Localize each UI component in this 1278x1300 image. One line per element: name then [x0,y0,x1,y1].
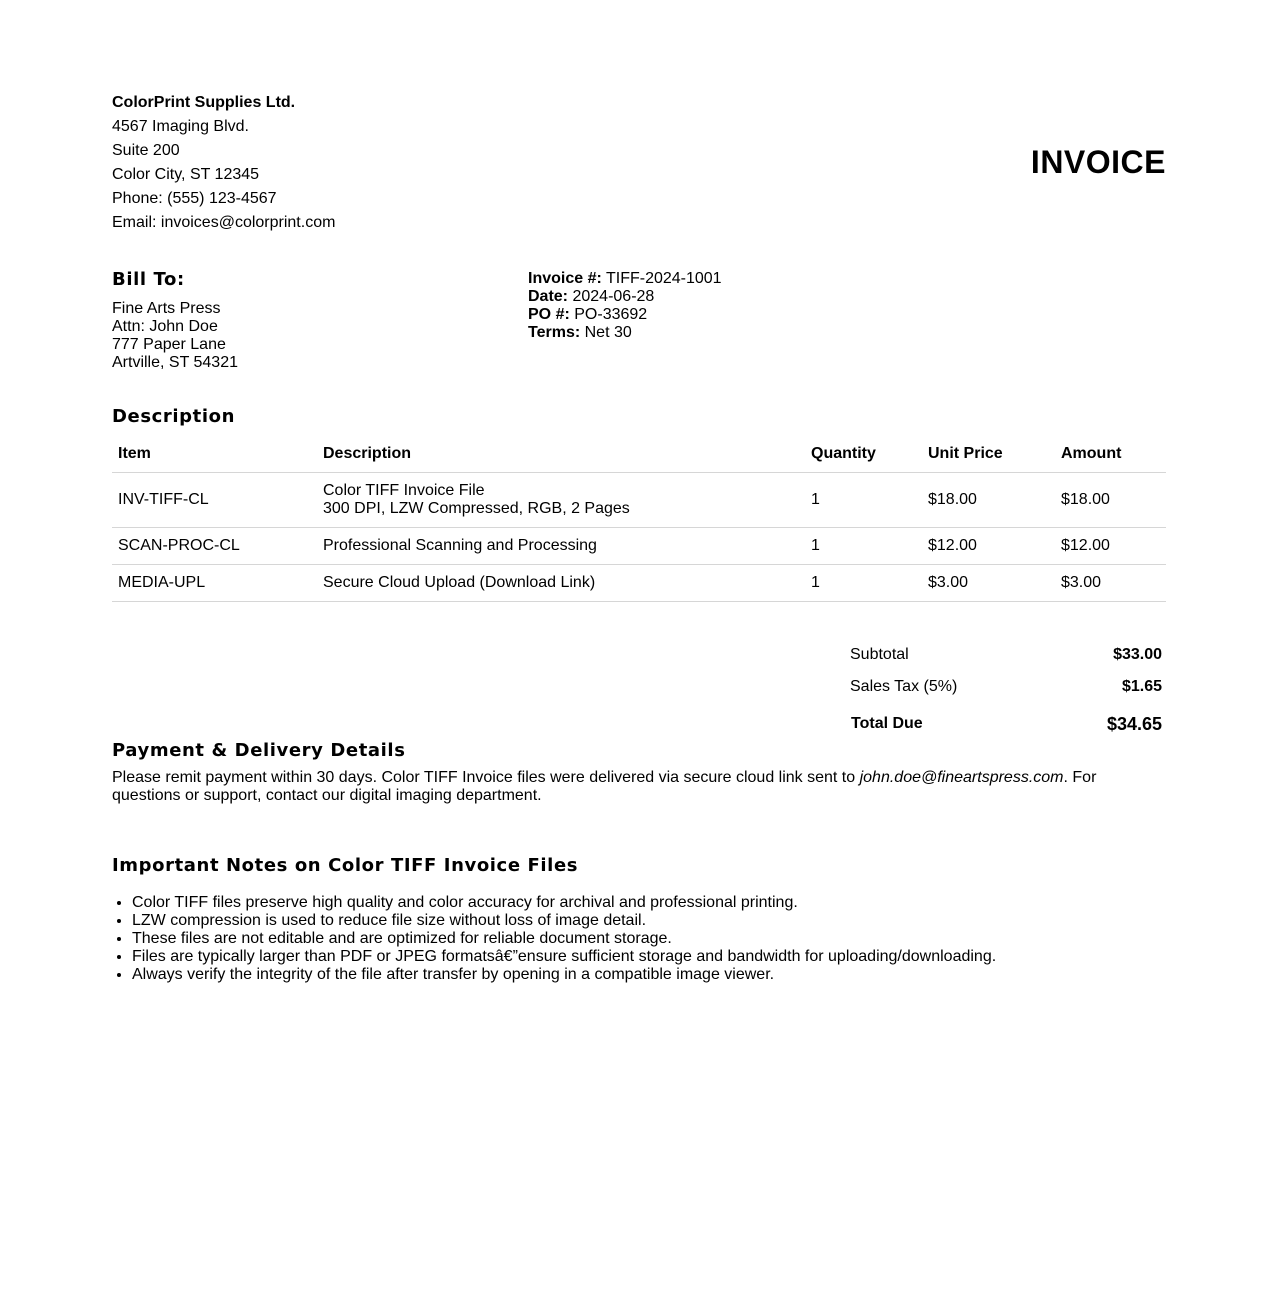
item-amount: $18.00 [1055,473,1166,528]
company-name: ColorPrint Supplies Ltd. [112,94,296,111]
item-unit-price: $18.00 [922,473,1055,528]
column-header-quantity: Quantity [805,436,922,473]
company-phone: Phone: (555) 123-4567 [112,190,277,207]
item-unit-price: $12.00 [922,528,1055,565]
invoice-number-row [528,270,722,288]
subtotal-value: $33.00 [1113,646,1162,663]
invoice-date-value: 2024-06-28 [572,288,655,305]
note-item: • LZW compression is used to reduce file size without loss of image detail. [132,912,1166,930]
note-item: • Always verify the integrity of the file after transfer by opening in a compatible image viewer. [132,966,1166,984]
total-due-value: $34.65 [1106,714,1162,734]
item-description: Professional Scanning and Processing [317,528,805,565]
column-header-unit-price: Unit Price [922,436,1055,473]
company-address-line-2: Suite 200 [112,142,180,159]
payment-text-start: Please remit payment within 30 days. Color TIFF Invoice files were delivered via secure cloud link sent to [112,769,860,786]
sales-tax-label: Sales Tax (5%) [850,678,958,695]
item-description-line-2: 300 DPI, LZW Compressed, RGB, 2 Pages [323,500,630,517]
table-row [112,528,1166,565]
item-unit-price: $3.00 [922,565,1055,602]
invoice-title: INVOICE [1030,144,1166,180]
subtotal-row [850,643,1162,675]
bill-to-heading: Bill To: [112,269,185,290]
line-items-table [112,436,1166,602]
item-amount: $3.00 [1055,565,1166,602]
description-heading: Description [112,406,236,427]
note-item: • These files are not editable and are optimized for reliable document storage. [132,930,1166,948]
po-number-value: PO-33692 [574,306,648,323]
item-code: MEDIA-UPL [112,565,317,602]
column-header-item: Item [112,436,317,473]
bill-to-line: 777 Paper Lane [112,336,226,353]
company-city: Color City, ST 12345 [112,166,260,183]
item-description [317,473,805,528]
total-due-label: Total Due [851,715,923,732]
bill-to-line: Fine Arts Press [112,300,221,317]
column-header-description: Description [317,436,805,473]
notes-heading: Important Notes on Color TIFF Invoice Files [112,855,579,876]
total-due-row [850,707,1162,738]
subtotal-label: Subtotal [850,646,909,663]
notes-list [112,894,1166,984]
item-amount: $12.00 [1055,528,1166,565]
item-quantity: 1 [805,565,922,602]
sales-tax-row [850,675,1162,707]
table-row [112,565,1166,602]
item-description-line-1: Color TIFF Invoice File [323,482,485,499]
sales-tax-value: $1.65 [1121,678,1162,695]
table-row [112,473,1166,528]
totals-summary [850,643,1162,738]
bill-to-line: Attn: John Doe [112,318,218,335]
table-header-row [112,436,1166,473]
bill-to-section [112,268,512,372]
payment-details-text [112,769,1166,805]
item-quantity: 1 [805,528,922,565]
po-number-row [528,306,722,324]
invoice-number-value: TIFF-2024-1001 [605,270,722,287]
company-info [112,91,512,235]
terms-value: Net 30 [584,324,632,341]
item-quantity: 1 [805,473,922,528]
po-number-label: PO #: [528,306,570,323]
payment-heading: Payment & Delivery Details [112,740,406,761]
invoice-number-label: Invoice #: [528,270,602,287]
terms-label: Terms: [528,324,581,341]
company-email: Email: invoices@colorprint.com [112,214,336,231]
note-item: • Files are typically larger than PDF or JPEG formatsâ€”ensure sufficient storage and bandwidth for uploading/downloading. [132,948,1166,966]
column-header-amount: Amount [1055,436,1166,473]
note-item: • Color TIFF files preserve high quality and color accuracy for archival and professional printing. [132,894,1166,912]
item-description: Secure Cloud Upload (Download Link) [317,565,805,602]
item-code: SCAN-PROC-CL [112,528,317,565]
invoice-date-row [528,288,722,306]
customer-email-link: john.doe@fineartspress.com [859,769,1064,786]
invoice-meta [528,270,722,342]
invoice-date-label: Date: [528,288,569,305]
bill-to-line: Artville, ST 54321 [112,354,238,371]
payment-text-end: . For questions or support, contact our digital imaging department. [112,769,1097,804]
terms-row [528,324,722,342]
item-code: INV-TIFF-CL [112,473,317,528]
company-address-line-1: 4567 Imaging Blvd. [112,118,249,135]
